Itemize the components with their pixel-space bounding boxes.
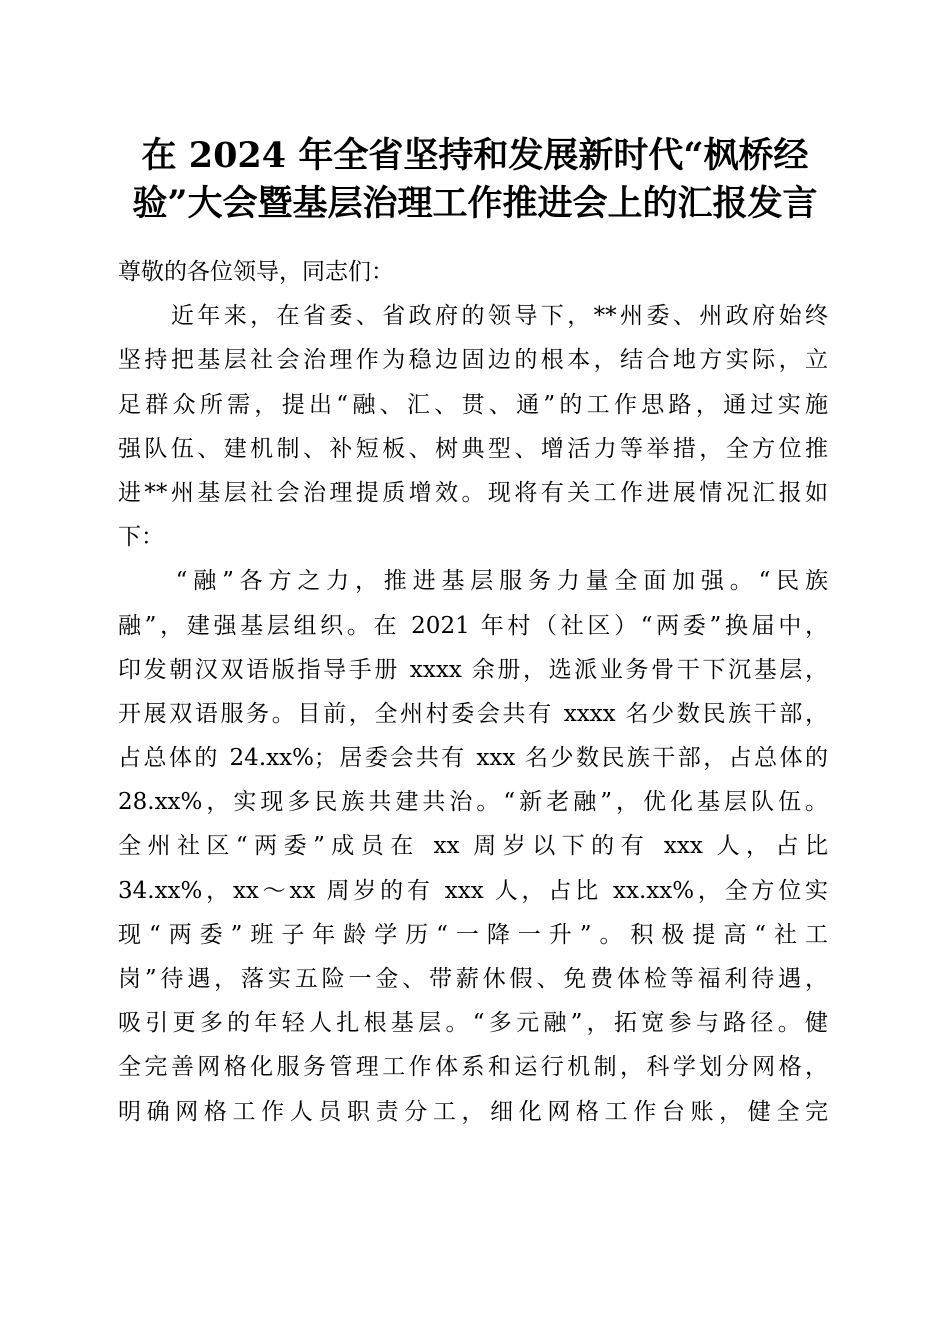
paragraph-line: 融”，建强基层组织。在 2021 年村（社区）“两委”换届中， (118, 612, 828, 639)
paragraph-2 (118, 559, 828, 1133)
salutation: 尊敬的各位领导，同志们： (118, 259, 394, 285)
paragraph-line: 坚持把基层社会治理作为稳边固边的根本，结合地方实际，立 (118, 347, 828, 374)
paragraph-line: 28.xx%，实现多民族共建共治。“新老融”，优化基层队伍。 (118, 789, 828, 816)
paragraph-line: 足群众所需，提出“融、汇、贯、通”的工作思路，通过实施 (118, 391, 828, 418)
paragraph-line: 岗”待遇，落实五险一金、带薪休假、免费体检等福利待遇， (118, 966, 828, 992)
paragraph-line: “融”各方之力，推进基层服务力量全面加强。“民族 (118, 568, 828, 595)
paragraph-line: 进**州基层社会治理提质增效。现将有关工作进展情况汇报如 (118, 479, 828, 506)
document-title (100, 132, 850, 228)
title-line-1: 在 2024 年全省坚持和发展新时代“枫桥经 (141, 135, 809, 176)
paragraph-line: 明确网格工作人员职责分工，细化网格工作台账，健全完 (118, 1098, 828, 1125)
paragraph-line: 吸引更多的年轻人扎根基层。“多元融”，拓宽参与路径。健 (118, 1010, 828, 1037)
paragraph-line: 全完善网格化服务管理工作体系和运行机制，科学划分网格， (118, 1054, 828, 1081)
paragraph-line: 强队伍、建机制、补短板、树典型、增活力等举措，全方位推 (118, 435, 828, 462)
paragraph-line: 全州社区“两委”成员在 xx 周岁以下的有 xxx 人，占比 (118, 833, 828, 860)
paragraph-line: 现“两委”班子年龄学历“一降一升”。积极提高“社工 (118, 921, 828, 948)
paragraph-1 (118, 294, 828, 559)
paragraph-line: 近年来，在省委、省政府的领导下，**州委、州政府始终 (118, 303, 828, 330)
paragraph-line: 开展双语服务。目前，全州村委会共有 xxxx 名少数民族干部， (118, 700, 828, 727)
title-line-2: 验”大会暨基层治理工作推进会上的汇报发言 (132, 183, 818, 224)
paragraph-line: 下： (118, 524, 164, 551)
document-body (118, 250, 828, 1134)
paragraph-line: 印发朝汉双语版指导手册 xxxx 余册，选派业务骨干下沉基层， (118, 656, 828, 683)
paragraph-line: 占总体的 24.xx%；居委会共有 xxx 名少数民族干部，占总体的 (118, 745, 828, 772)
paragraph-line: 34.xx%，xx～xx 周岁的有 xxx 人，占比 xx.xx%，全方位实 (118, 877, 828, 904)
